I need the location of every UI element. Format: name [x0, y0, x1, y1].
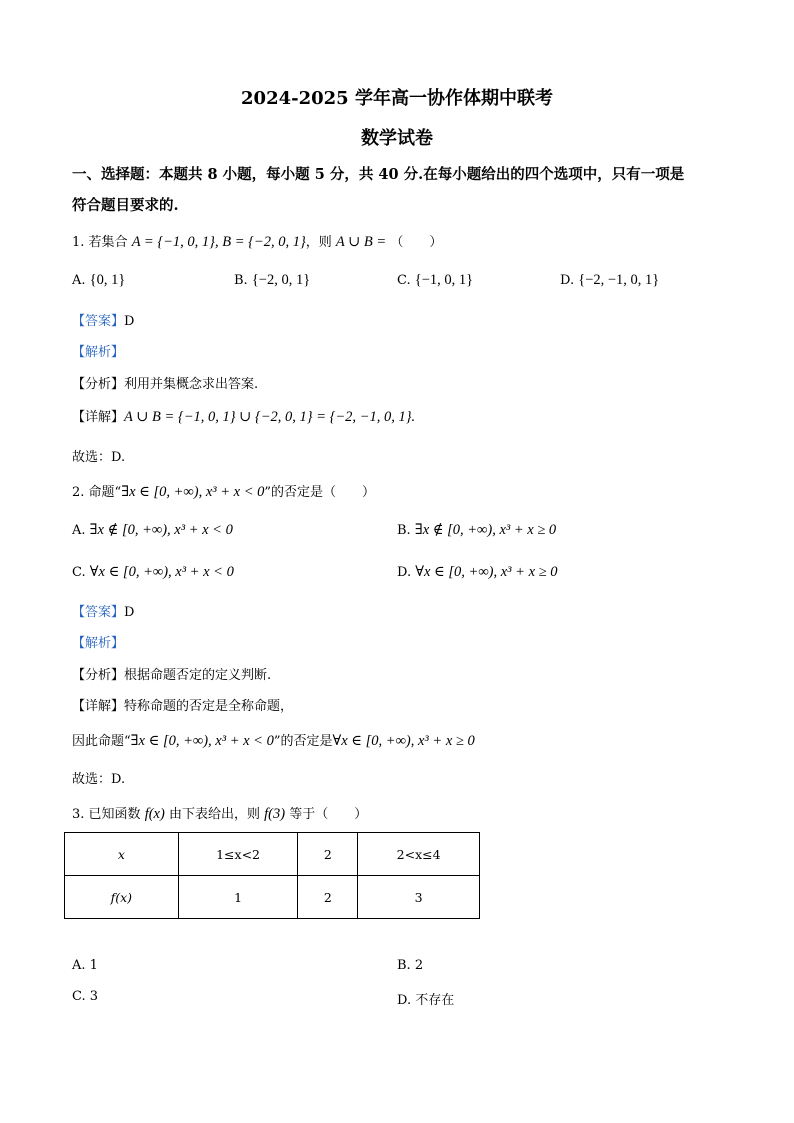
math-sets: A = {−1, 0, 1}, B = {−2, 0, 1} [131, 234, 306, 250]
answer-tag: 【答案】 [72, 314, 125, 329]
question-1: 1. 若集合 A = {−1, 0, 1}, B = {−2, 0, 1}，则 A ∪ B = （ ） [72, 234, 443, 250]
q1-answer: 【答案】D [72, 314, 135, 329]
q2-analysis-tag: 【解析】 [72, 636, 125, 651]
q2-detail: 【详解】特称命题的否定是全称命题， [72, 699, 294, 714]
table-cell: 2 [298, 833, 358, 876]
q1-choose: 故选：D. [72, 450, 126, 465]
q3-option-a: A. 1 [72, 958, 98, 973]
question-3: 3. 已知函数 f(x) 由下表给出，则 f(3) 等于（ ） [72, 806, 368, 822]
q2-choose: 故选：D. [72, 772, 126, 787]
question-number: 2. [72, 485, 85, 500]
math-union: A ∪ B = [335, 234, 387, 250]
page-subtitle: 数学试卷 [361, 128, 433, 149]
question-number: 3. [72, 807, 85, 822]
table-cell: 3 [358, 876, 480, 919]
q2-option-a: A. ∃x ∉ [0, +∞), x³ + x < 0 [72, 522, 233, 538]
function-table [64, 832, 480, 919]
table-cell: 1≤x<2 [178, 833, 298, 876]
section-heading-line1: 一、选择题：本题共 8 小题，每小题 5 分，共 40 分.在每小题给出的四个选项中，只有一项是 [72, 166, 685, 183]
question-2: 2. 命题“∃x ∈ [0, +∞), x³ + x < 0”的否定是（ ） [72, 484, 376, 500]
q2-option-b: B. ∃x ∉ [0, +∞), x³ + x ≥ 0 [397, 522, 557, 538]
q1-detail: 【详解】A ∪ B = {−1, 0, 1} ∪ {−2, 0, 1} = {−2, −1, 0, 1}. [72, 409, 416, 425]
table-cell: x [65, 833, 179, 876]
q1-option-b: B. {−2, 0, 1} [234, 272, 311, 288]
q1-option-c: C. {−1, 0, 1} [397, 272, 474, 288]
table-cell: 1 [178, 876, 298, 919]
q3-option-d: D. 不存在 [397, 993, 455, 1008]
q1-fenxi: 【分析】利用并集概念求出答案. [72, 377, 259, 392]
q2-option-c: C. ∀x ∈ [0, +∞), x³ + x < 0 [72, 564, 234, 580]
table-row [65, 833, 480, 876]
q2-fenxi: 【分析】根据命题否定的定义判断. [72, 668, 272, 683]
section-heading-line2: 符合题目要求的. [72, 197, 179, 214]
page-title: 2024-2025 学年高一协作体期中联考 [241, 88, 553, 109]
q1-option-d: D. {−2, −1, 0, 1} [560, 272, 660, 288]
q2-conclusion: 因此命题“∃x ∈ [0, +∞), x³ + x < 0”的否定是∀x ∈ [0, +∞), x³ + x ≥ 0 [72, 733, 475, 749]
q2-answer: 【答案】D [72, 605, 135, 620]
table-row [65, 876, 480, 919]
q3-option-c: C. 3 [72, 989, 99, 1004]
q3-option-b: B. 2 [397, 958, 424, 973]
table-cell: 2<x≤4 [358, 833, 480, 876]
q2-option-d: D. ∀x ∈ [0, +∞), x³ + x ≥ 0 [397, 564, 558, 580]
q1-option-a: A. {0, 1} [72, 272, 126, 288]
table-cell: 2 [298, 876, 358, 919]
question-number: 1. [72, 235, 85, 250]
table-cell: f(x) [65, 876, 179, 919]
q1-analysis-tag: 【解析】 [72, 345, 125, 360]
